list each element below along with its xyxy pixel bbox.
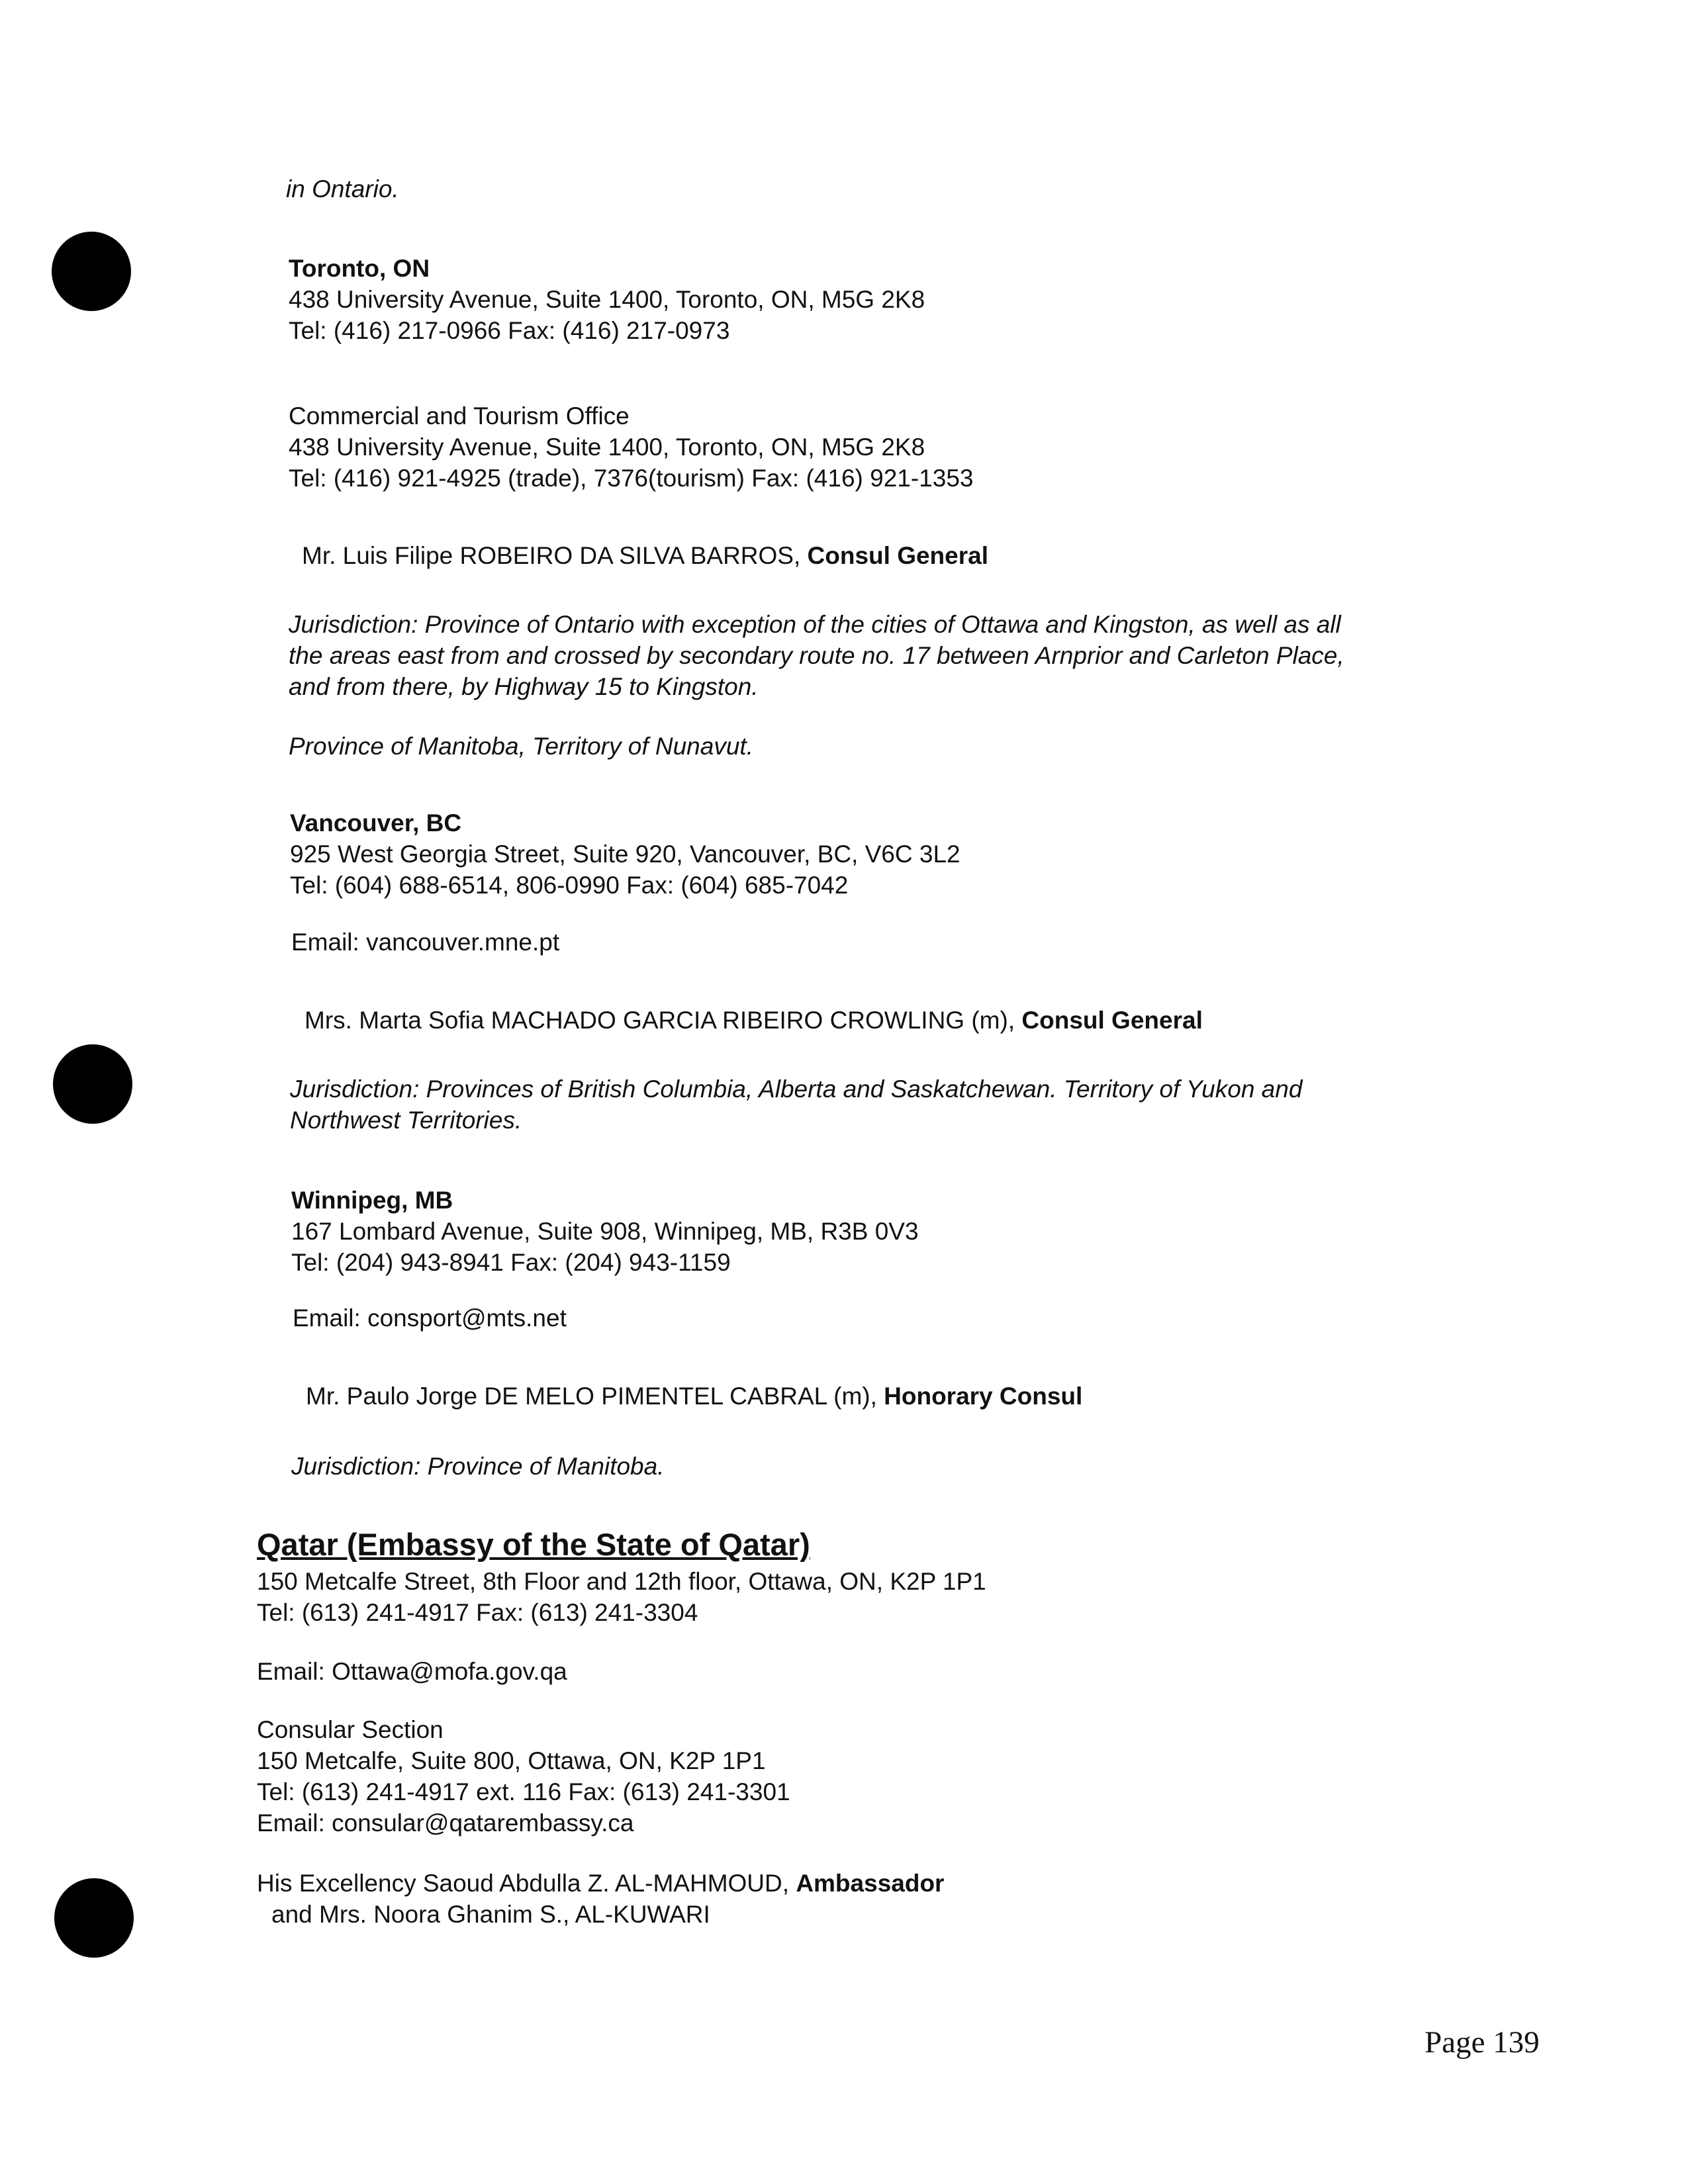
- qatar-tel: Tel: (613) 241-4917 Fax: (613) 241-3304: [257, 1599, 698, 1626]
- binder-hole-top: [52, 232, 131, 311]
- page-number: Page 139: [1425, 2025, 1540, 2060]
- consular-title: Consular Section: [257, 1716, 444, 1743]
- ambassador-role: Ambassador: [796, 1870, 945, 1897]
- winnipeg-tel: Tel: (204) 943-8941 Fax: (204) 943-1159: [291, 1249, 731, 1276]
- official-name: Mrs. Marta Sofia MACHADO GARCIA RIBEIRO CROWLING (m),: [305, 1007, 1022, 1034]
- office-tel: Tel: (416) 921-4925 (trade), 7376(tourism) Fax: (416) 921-1353: [289, 465, 974, 492]
- qatar-email: Email: Ottawa@mofa.gov.qa: [257, 1658, 567, 1685]
- office-title: Commercial and Tourism Office: [289, 402, 630, 430]
- winnipeg-official: [306, 1381, 1082, 1412]
- consular-address: 150 Metcalfe, Suite 800, Ottawa, ON, K2P 1P1: [257, 1747, 766, 1774]
- consular-tel: Tel: (613) 241-4917 ext. 116 Fax: (613) 241-3301: [257, 1778, 790, 1805]
- qatar-consular-section: [257, 1714, 790, 1839]
- official-role: Consul General: [807, 542, 988, 569]
- binder-hole-bottom: [54, 1878, 134, 1958]
- consular-email: Email: consular@qatarembassy.ca: [257, 1809, 634, 1837]
- vancouver-address: 925 West Georgia Street, Suite 920, Vancouver, BC, V6C 3L2: [290, 841, 961, 868]
- toronto-tel: Tel: (416) 217-0966 Fax: (416) 217-0973: [289, 317, 730, 344]
- vancouver-section: [290, 807, 961, 901]
- vancouver-jurisdiction: Jurisdiction: Provinces of British Columbia, Alberta and Saskatchewan. Territory of Yukon and Northwest Territories.: [290, 1075, 1303, 1134]
- intro-text: in Ontario.: [286, 175, 399, 203]
- toronto-official: [302, 540, 988, 571]
- official-role: Honorary Consul: [884, 1383, 1083, 1410]
- qatar-embassy-contact: [257, 1566, 986, 1628]
- vancouver-tel: Tel: (604) 688-6514, 806-0990 Fax: (604) 685-7042: [290, 872, 849, 899]
- toronto-jurisdiction: Jurisdiction: Province of Ontario with exception of the cities of Ottawa and Kingston, as well as all the areas east from and crossed by secondary route no. 17 between Arnprior and Carleton Place, and from there, by Highway 15 to Kingston.: [289, 611, 1344, 700]
- toronto-section: [289, 253, 925, 346]
- winnipeg-email: Email: consport@mts.net: [293, 1304, 567, 1332]
- toronto-commercial-office: [289, 400, 973, 494]
- vancouver-official: [305, 1005, 1203, 1036]
- qatar-ambassador: [257, 1868, 944, 1930]
- vancouver-title: Vancouver, BC: [290, 809, 462, 837]
- winnipeg-jurisdiction: Jurisdiction: Province of Manitoba.: [291, 1453, 665, 1480]
- winnipeg-title: Winnipeg, MB: [291, 1187, 453, 1214]
- official-role: Consul General: [1021, 1007, 1203, 1034]
- toronto-title: Toronto, ON: [289, 255, 430, 282]
- toronto-address: 438 University Avenue, Suite 1400, Toronto, ON, M5G 2K8: [289, 286, 925, 313]
- winnipeg-address: 167 Lombard Avenue, Suite 908, Winnipeg, MB, R3B 0V3: [291, 1218, 919, 1245]
- qatar-heading: Qatar (Embassy of the State of Qatar): [257, 1527, 810, 1562]
- official-name: Mr. Luis Filipe ROBEIRO DA SILVA BARROS,: [302, 542, 808, 569]
- winnipeg-section: [291, 1185, 919, 1278]
- ambassador-spouse: and Mrs. Noora Ghanim S., AL-KUWARI: [271, 1901, 710, 1928]
- office-address: 438 University Avenue, Suite 1400, Toronto, ON, M5G 2K8: [289, 433, 925, 461]
- vancouver-email: Email: vancouver.mne.pt: [291, 929, 560, 956]
- qatar-address: 150 Metcalfe Street, 8th Floor and 12th floor, Ottawa, ON, K2P 1P1: [257, 1568, 986, 1595]
- binder-hole-middle: [53, 1044, 132, 1124]
- ambassador-name: His Excellency Saoud Abdulla Z. AL-MAHMOUD,: [257, 1870, 796, 1897]
- toronto-jurisdiction-2: Province of Manitoba, Territory of Nunavut.: [289, 733, 753, 760]
- official-name: Mr. Paulo Jorge DE MELO PIMENTEL CABRAL (m),: [306, 1383, 884, 1410]
